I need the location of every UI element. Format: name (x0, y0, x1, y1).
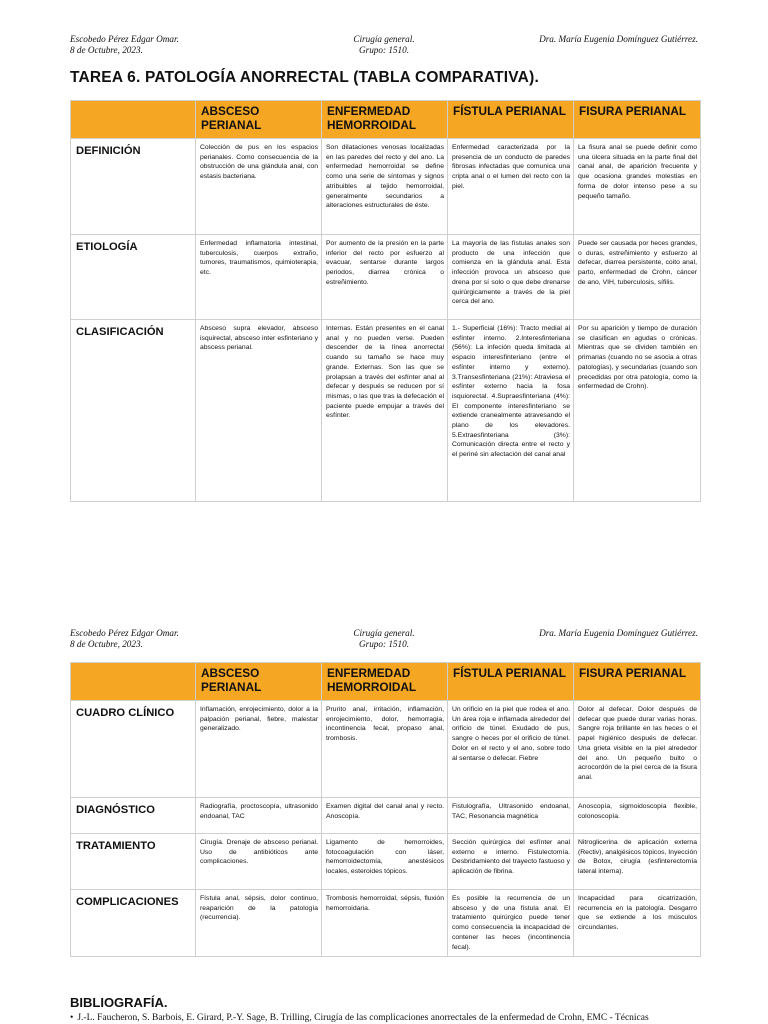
column-header: FISURA PERIANAL (574, 101, 701, 139)
header-student: Escobedo Pérez Edgar Omar. (70, 34, 179, 44)
table-header-row (71, 663, 701, 701)
table-cell: Es posible la recurrencia de un absceso y de una fístula anal. El tratamiento quirúrgico puede tener como consecuencia la incapacidad de contener las heces (incontinencia fecal). (448, 890, 574, 957)
table-cell: Sección quirúrgica del esfínter anal externo e interno. Fistulectomía. Desbridamiento del trayecto fastuoso y aplicación de fibrina. (448, 834, 574, 890)
row-label: ETIOLOGÍA (71, 235, 196, 320)
bibliography-title: BIBLIOGRAFÍA. (70, 995, 168, 1010)
header-date: 8 de Octubre, 2023. (70, 45, 143, 55)
table-cell: Trombosis hemorroidal, sépsis, fluxión hemorroidaria. (322, 890, 448, 957)
table-cell: Por su aparición y tiempo de duración se clasifican en agudas o crónicas. Mientras que se dividen también en primarias (cuando no se asocia a otras patologías), y secundarias (cuando son precedidas por otra patología, como la enfermedad de Crohn). (574, 320, 701, 502)
bibliography-item: • J.-L. Faucheron, S. Barbois, E. Girard, P.-Y. Sage, B. Trilling, Cirugía de las complicaciones anorrectales de la enfermedad de Crohn, EMC - Técnicas (70, 1012, 708, 1024)
table-row (71, 235, 701, 320)
column-header: ENFERMEDAD HEMORROIDAL (322, 101, 448, 139)
table-cell: Anoscopía, sigmoidoscopía flexible, colonoscopía. (574, 798, 701, 834)
header-teacher: Dra. María Eugenia Domínguez Gutiérrez. (539, 34, 698, 44)
table-cell: Enfermedad caracterizada por la presencia de un conducto de paredes fibrosas infectadas que comunica una cripta anal o el lumen del recto con la piel. (448, 139, 574, 235)
header-date: 8 de Octubre, 2023. (70, 639, 143, 649)
table-cell: Puede ser causada por heces grandes, o duras, estreñimiento y esfuerzo al defecar, diarrea persistente, coito anal, parto, enfermedad de Crohn, cáncer de ano, VIH, tuberculosis, sífilis. (574, 235, 701, 320)
row-label: COMPLICACIONES (71, 890, 196, 957)
table-row (71, 798, 701, 834)
comparison-table-1 (70, 100, 701, 502)
header-empty-cell (71, 663, 196, 701)
table-cell: Prurito anal, irritación, inflamación, enrojecimiento, dolor, hemorragia, incontinencia fecal, propaso anal, trombosis. (322, 701, 448, 798)
table-cell: Son dilataciones venosas localizadas en las paredes del recto y del ano. La enfermedad hemorroidal se define como una serie de síntomas y signos atribuibles al tejido hemorroidal, generalmente secundarios a alteraciones estructurales de éste. (322, 139, 448, 235)
row-label: TRATAMIENTO (71, 834, 196, 890)
table-cell: La fisura anal se puede definir como una úlcera situada en la parte final del canal anal, de aparición frecuente y que ocasiona grandes molestias en forma de dolor intenso pese a su pequeño tamaño. (574, 139, 701, 235)
page-header-2 (70, 628, 698, 654)
table-row (71, 834, 701, 890)
column-header: FÍSTULA PERIANAL (448, 101, 574, 139)
header-empty-cell (71, 101, 196, 139)
table-cell: Nitroglicerina de aplicación externa (Rectiv), analgésicos tópicos, Inyección de Botox, cirugía (esfinterectomía lateral interna). (574, 834, 701, 890)
table-cell: Fístula anal, sépsis, dolor continuo, reaparición de la patología (recurrencia). (196, 890, 322, 957)
row-label: DEFINICIÓN (71, 139, 196, 235)
table-cell: La mayoría de las fístulas anales son producto de una infección que comienza en la glándula anal. Esta infección provoca un absceso que drena por sí solo o que debe drenarse quirúrgicamente a través de la piel cerca del ano. (448, 235, 574, 320)
page-title: TAREA 6. PATOLOGÍA ANORRECTAL (TABLA COMPARATIVA). (70, 69, 539, 86)
column-header: ABSCESO PERIANAL (196, 101, 322, 139)
table-cell: Colección de pus en los espacios perianales. Como consecuencia de la obstrucción de una glándula anal, con estasis bacteriana. (196, 139, 322, 235)
table-row (71, 139, 701, 235)
table-cell: Enfermedad inflamatoria intestinal, tuberculosis, cuerpos extraño, tumores, traumatismos, quimioterapia, etc. (196, 235, 322, 320)
table-cell: Ligamento de hemorroides, fotocoagulación con láser, hemorroidectomía, anestésicos locales, esteroides tópicos. (322, 834, 448, 890)
column-header: ABSCESO PERIANAL (196, 663, 322, 701)
header-course: Cirugía general. (353, 34, 415, 44)
comparison-table-2 (70, 662, 701, 957)
bibliography-list (70, 1012, 708, 1024)
column-header: FÍSTULA PERIANAL (448, 663, 574, 701)
table-header-row (71, 101, 701, 139)
table-cell: Radiografía, proctoscopía, ultrasonido endoanal, TAC (196, 798, 322, 834)
table-cell: 1.- Superficial (16%): Tracto medial al esfínter interno. 2.Interesfinteriana (56%): La infeción queda limitada al espacio interesfinteriano (entre el esfínter interno y externo). 3.Transesfinteriana (21%): Atraviesa el esfínter externo hacia la fosa isquiorectal. 4.Supraesfinteriana (4%): El componente interesfinteriano se extiende cranealmente atravesando el plano de los elevadores. 5.Extraesfinteriana (3%): Comunicación directa entre el recto y el periné sin afectación del canal anal (448, 320, 574, 502)
row-label: DIAGNÓSTICO (71, 798, 196, 834)
table-cell: Examen digital del canal anal y recto. Anoscopía. (322, 798, 448, 834)
table-row (71, 320, 701, 502)
header-group: Grupo: 1510. (358, 639, 410, 649)
column-header: ENFERMEDAD HEMORROIDAL (322, 663, 448, 701)
table-cell: Internas. Están presentes en el canal anal y no pueden verse. Pueden descender de la línea anorrectal cuando su tamaño se hace muy grande. Externas. Son las que se prolapsan a través del esfínter anal al defecar y después se reducen por sí mismas, o las que tras la defecación el paciente puede empujar a través del esfínter. (322, 320, 448, 502)
table-cell: Cirugía. Drenaje de absceso perianal. Uso de antibióticos ante complicaciones. (196, 834, 322, 890)
header-course: Cirugía general. (353, 628, 415, 638)
page-header-1 (70, 34, 698, 60)
table-row (71, 890, 701, 957)
table-cell: Por aumento de la presión en la parte inferior del recto por esfuerzo al evacuar, sentarse durante largos periodos, diarrea crónica o estreñimiento. (322, 235, 448, 320)
column-header: FISURA PERIANAL (574, 663, 701, 701)
header-student: Escobedo Pérez Edgar Omar. (70, 628, 179, 638)
table-cell: Absceso supra elevador, absceso isquirectal, absceso inter esfinteriano y abscess perianal. (196, 320, 322, 502)
table-cell: Incapacidad para cicatrización, recurrencia en la patología. Desgarro que se extiende a los músculos circundantes. (574, 890, 701, 957)
table-cell: Dolor al defecar. Dolor después de defecar que puede durar varias horas. Sangre roja brillante en las heces o el papel higiénico después de defecar. Una grieta visible en la piel alrededor del ano. Un pequeño bulto o acrocordón de la piel cerca de la fisura anal. (574, 701, 701, 798)
row-label: CLASIFICACIÓN (71, 320, 196, 502)
row-label: CUADRO CLÍNICO (71, 701, 196, 798)
table-cell: Inflamación, enrojecimiento, dolor a la palpación perianal, fiebre, malestar generalizado. (196, 701, 322, 798)
table-row (71, 701, 701, 798)
table-cell: Fistulografía, Ultrasonido endoanal, TAC, Resonancia magnética (448, 798, 574, 834)
header-teacher: Dra. María Eugenia Domínguez Gutiérrez. (539, 628, 698, 638)
header-group: Grupo: 1510. (358, 45, 410, 55)
table-cell: Un orificio en la piel que rodea el ano. Un área roja e inflamada alrededor del orificio de túnel. Exudado de pus, sangre o heces por el orificio de túnel. Dolor en el recto y el ano, sobre todo al sentarse o defecar. Fiebre (448, 701, 574, 798)
